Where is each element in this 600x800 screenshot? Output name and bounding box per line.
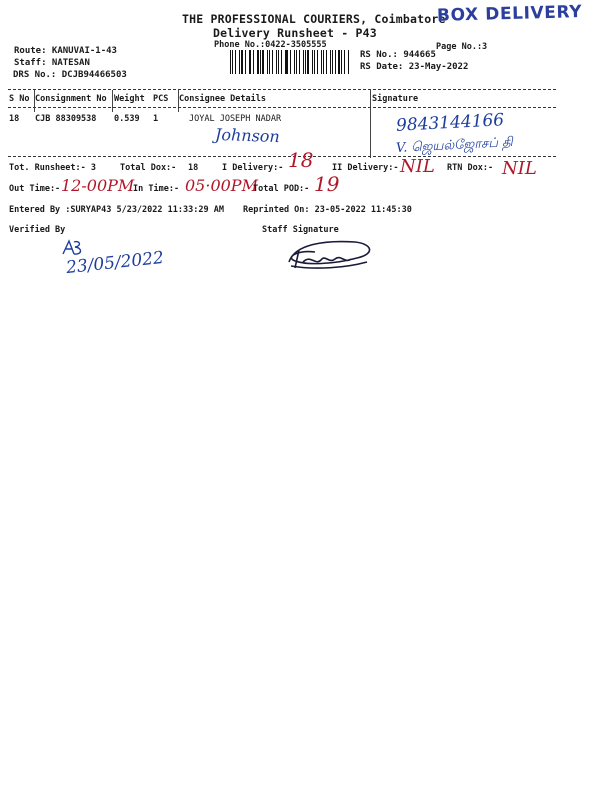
total-dox-label: Total Dox:- [120,163,177,173]
barcode-bar [344,50,345,74]
handwritten-in-time: 05·00PM [185,176,258,195]
handwritten-total-pod: 19 [314,172,340,196]
barcode-bar [290,50,291,74]
ii-delivery-label: II Delivery:- [332,163,399,173]
barcode-bar [245,50,246,74]
barcode-bar [299,50,300,74]
row-pcs: 1 [153,114,159,124]
row-consignment: CJB 88309538 [35,114,97,124]
i-delivery-label: I Delivery:- [222,163,284,173]
barcode-bar [294,50,295,74]
reprinted-on: Reprinted On: 23-05-2022 11:45:30 [243,205,412,215]
phone-number: Phone No.:0422-3505555 [214,40,327,50]
col-header-pcs: PCS [153,94,169,104]
box-delivery-stamp: BOX DELIVERY [436,2,583,26]
barcode-bar [330,50,331,74]
barcode-bar [235,50,236,74]
barcode-bar [317,50,318,74]
row-weight: 0.539 [114,114,140,124]
row-consignee: JOYAL JOSEPH NADAR [189,114,282,124]
barcode-bar [348,50,349,74]
drs-number: DRS No.: DCJB94466503 [13,70,127,80]
barcode-bar [269,50,270,74]
verifier-initials-icon [60,238,86,258]
barcode-bar [312,50,313,74]
barcode-bar [341,50,342,74]
col-header-consignment: Consignment No [35,94,107,104]
row-sno: 18 [9,114,20,124]
barcode-bar [260,50,261,74]
in-time-label: In Time:- [133,184,180,194]
handwritten-receiver-name: Johnson [214,124,281,147]
handwritten-i-delivery: 18 [288,148,314,172]
barcode-bar [285,50,286,74]
barcode-bar [281,50,282,74]
rs-number: RS No.: 944665 [360,50,436,60]
verified-by-label: Verified By [9,225,66,235]
barcode-bar [250,50,251,74]
barcode-bar [338,50,340,74]
rs-date: RS Date: 23-May-2022 [360,62,469,72]
barcode-bar [303,50,304,74]
barcode-bar [326,50,327,74]
barcode-bar [305,50,306,74]
barcode-bar [286,50,288,74]
barcode-bar [314,50,315,74]
barcode-bar [253,50,254,74]
barcode-bar [321,50,322,74]
barcode-bar [332,50,333,74]
barcode-bar [272,50,273,74]
table-bottom-rule [8,156,556,157]
staff-signature-icon [285,232,377,274]
col-divider [370,90,371,158]
total-dox-value: 18 [188,163,199,173]
barcode-bar [232,50,233,74]
col-header-weight: Weight [114,94,145,104]
barcode-bar [267,50,268,74]
runsheet-subtitle: Delivery Runsheet - P43 [213,26,377,40]
out-time-label: Out Time:- [9,184,61,194]
handwritten-phone: 9843144166 [395,110,505,136]
barcode-bar [323,50,324,74]
barcode-bar [276,50,277,74]
barcode-bar [239,50,240,74]
col-divider [112,90,113,112]
barcode-bar [278,50,279,74]
handwritten-rtn-dox: NIL [502,158,537,179]
handwritten-signature-name: V. ஜெயல்ஜோசப் தி [395,134,514,157]
barcode-bar [257,50,258,74]
handwritten-out-time: 12-00PM [61,176,135,195]
handwritten-ii-delivery: NIL [400,156,435,177]
barcode-bar [296,50,297,74]
company-title: THE PROFESSIONAL COURIERS, Coimbatore [182,12,446,26]
col-header-sno: S No [9,94,30,104]
entered-by: Entered By :SURYAP43 5/23/2022 11:33:29 AM [9,205,224,215]
total-pod-label: Total POD:- [253,184,310,194]
col-header-signature: Signature [372,94,419,104]
handwritten-verified-date: 23/05/2022 [65,247,165,279]
barcode-bar [230,50,231,74]
staff-label: Staff: NATESAN [14,58,90,68]
barcode-bar [307,50,309,74]
table-header-rule [8,107,556,108]
staff-signature-label: Staff Signature [262,225,339,235]
barcode-bar [249,50,250,74]
barcode-bar [262,50,264,74]
barcode-bar [241,50,243,74]
route-label: Route: KANUVAI-1-43 [14,46,117,56]
col-header-consignee: Consignee Details [179,94,266,104]
rtn-dox-label: RTN Dox:- [447,163,494,173]
tot-runsheet: Tot. Runsheet:- 3 [9,163,96,173]
barcode-bar [335,50,336,74]
barcode [230,50,350,74]
page-number: Page No.:3 [436,42,488,52]
table-top-rule [8,89,556,90]
